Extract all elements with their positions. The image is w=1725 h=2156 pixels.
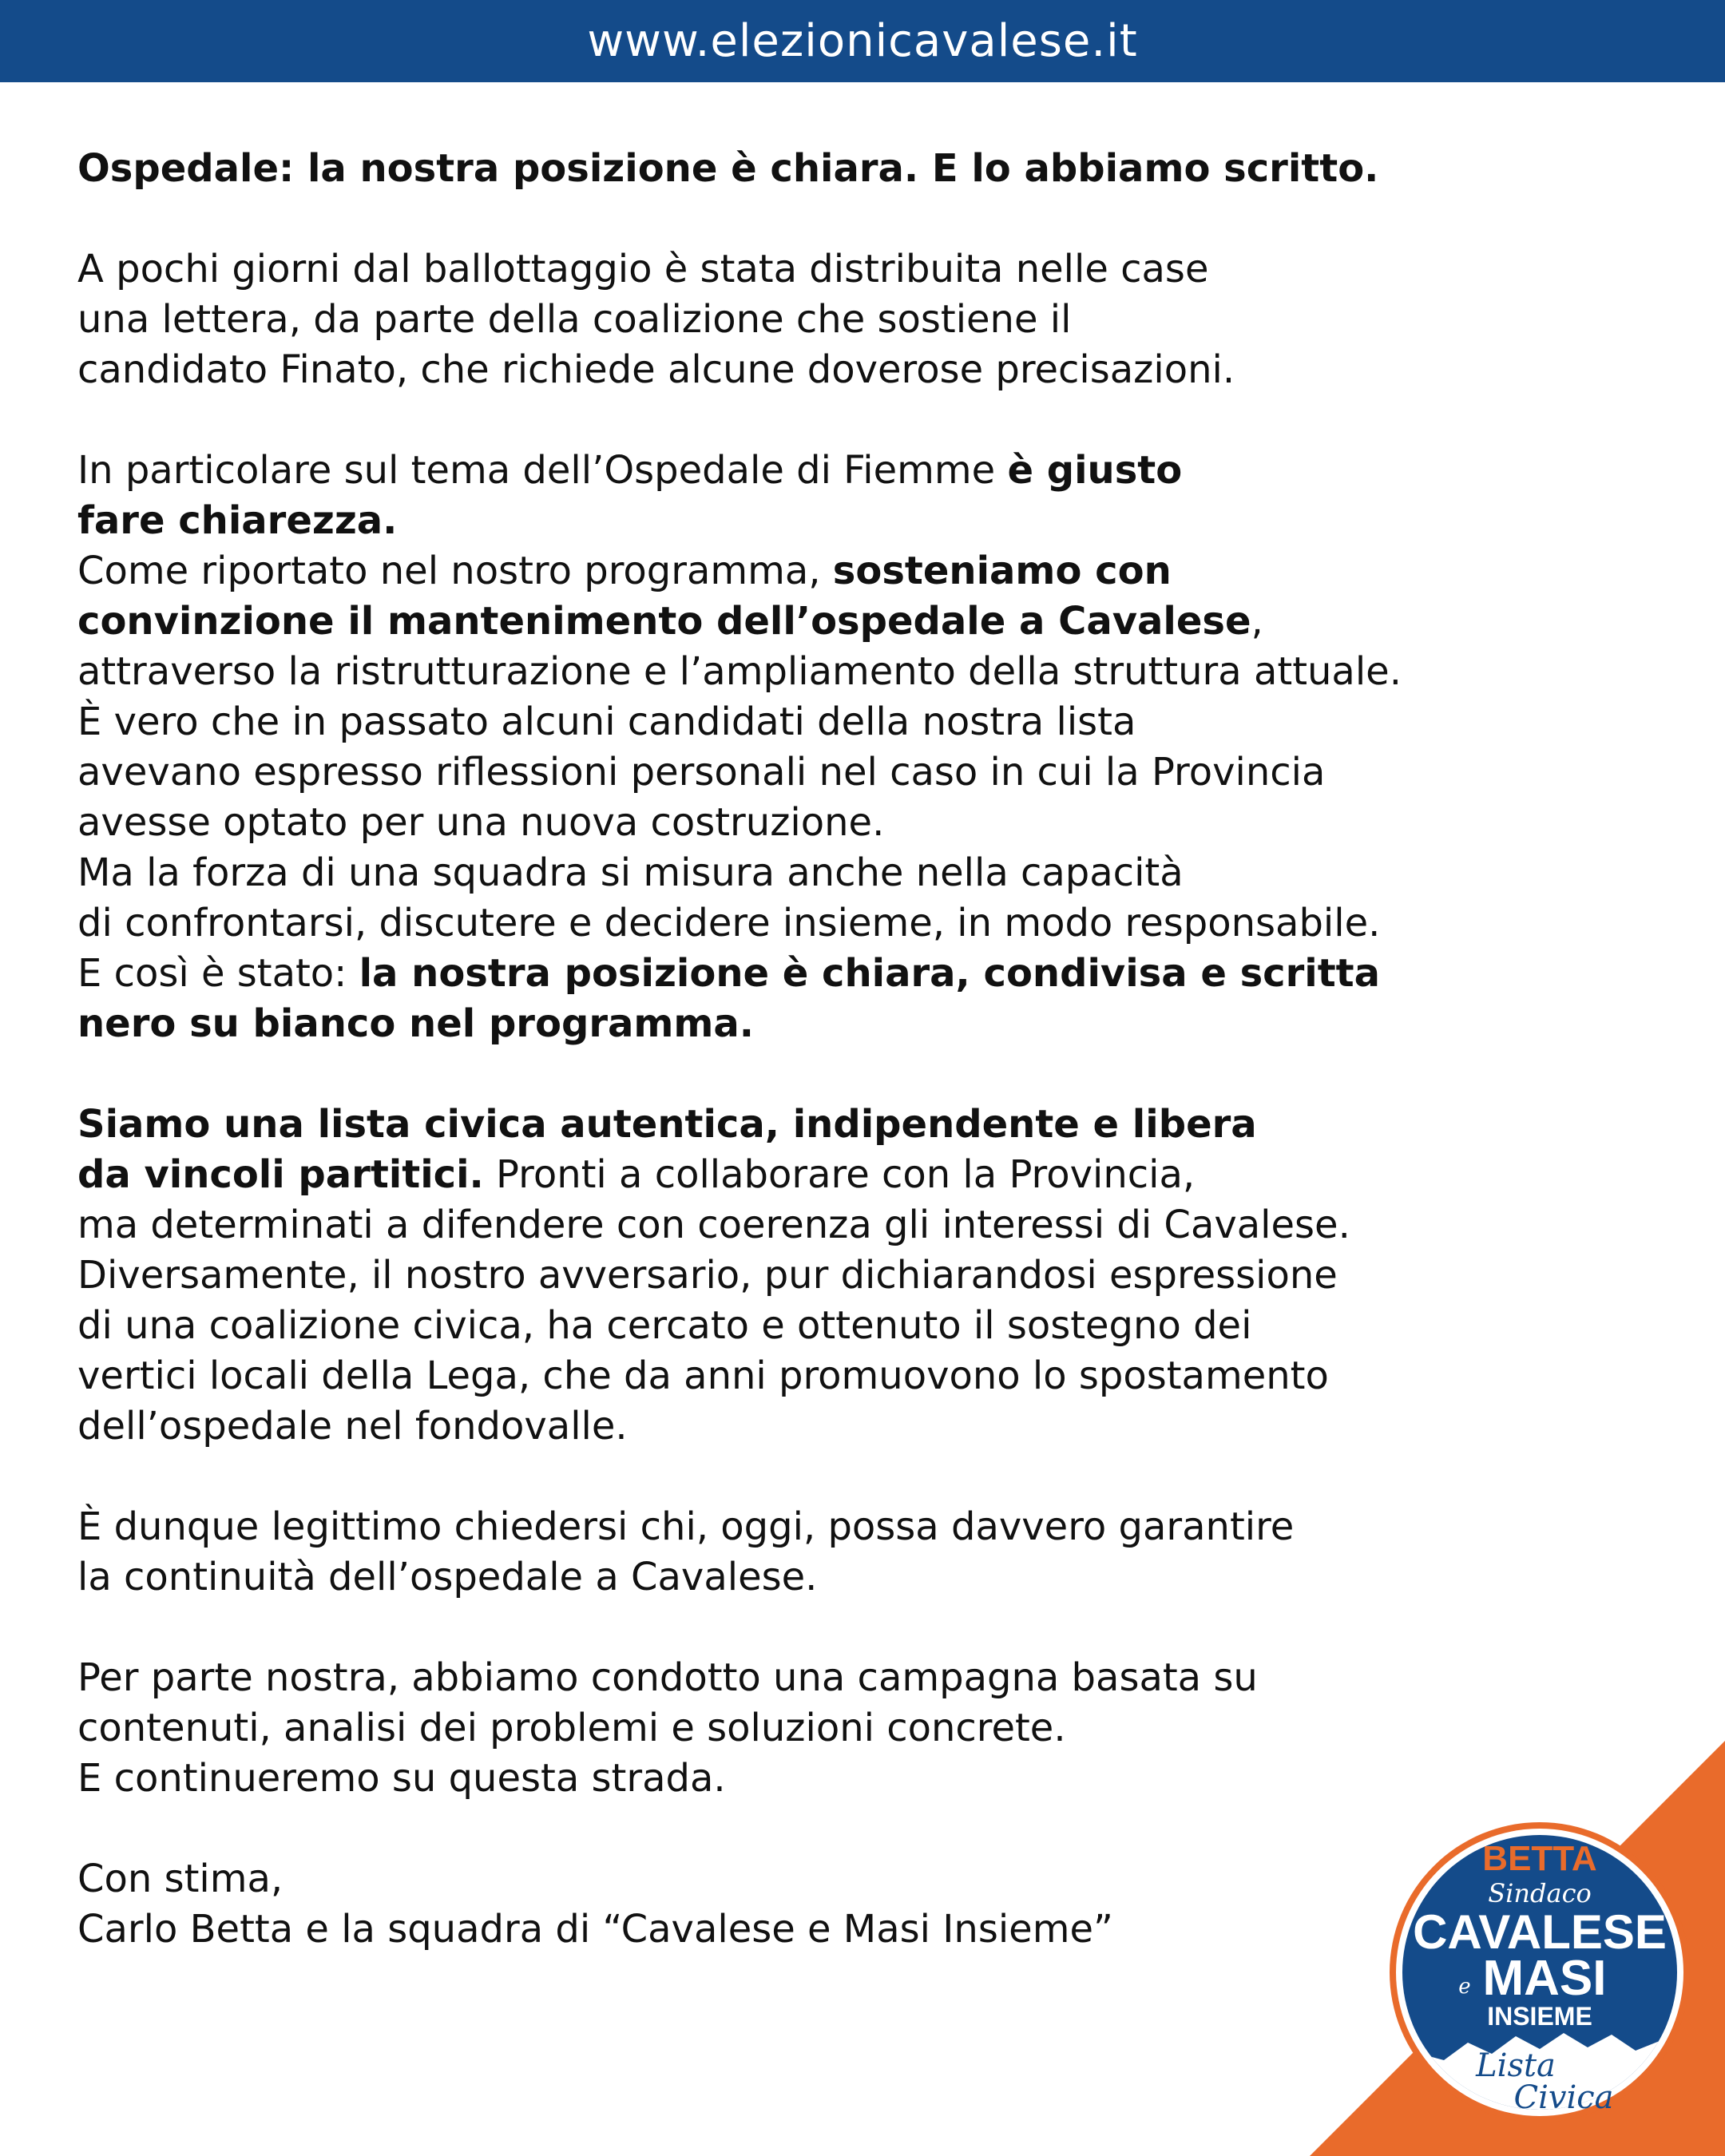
logo-masi-text: MASI (1482, 1951, 1607, 2006)
text-line: attraverso la ristrutturazione e l’ampliamento della struttura attuale. (77, 649, 1402, 694)
logo-betta-text: BETTA (1482, 1839, 1597, 1878)
text-line: E continueremo su questa strada. (77, 1756, 726, 1801)
logo-e-text: e (1458, 1975, 1471, 1999)
text-line: Come riportato nel nostro programma, sosteniamo con (77, 549, 1172, 593)
text-line: di una coalizione civica, ha cercato e ottenuto il sostegno dei (77, 1303, 1252, 1348)
text-line: avevano espresso riflessioni personali nel caso in cui la Provincia (77, 750, 1326, 795)
text-line: una lettera, da parte della coalizione che sostiene il (77, 297, 1072, 342)
website-url[interactable]: www.elezionicavalese.it (587, 15, 1138, 67)
text-line: E così è stato: la nostra posizione è chiara, condivisa e scritta (77, 951, 1381, 996)
text-line: Ma la forza di una squadra si misura anche nella capacità (77, 850, 1184, 895)
paragraph-gap (77, 1049, 1667, 1100)
text-line: Siamo una lista civica autentica, indipendente e libera (77, 1102, 1257, 1147)
paragraph-gap (77, 1452, 1667, 1502)
logo-sindaco-text: Sindaco (1488, 1878, 1592, 1908)
text-line: ma determinati a difendere con coerenza gli interessi di Cavalese. (77, 1203, 1350, 1247)
text-line: dell’ospedale nel fondovalle. (77, 1404, 628, 1449)
text-line: È dunque legittimo chiedersi chi, oggi, possa davvero garantire (77, 1504, 1295, 1549)
logo-cavalese-text: CAVALESE (1413, 1905, 1667, 1959)
text-line: È vero che in passato alcuni candidati della nostra lista (77, 700, 1136, 744)
text-line: In particolare sul tema dell’Ospedale di Fiemme è giusto (77, 448, 1183, 493)
text-line: la continuità dell’ospedale a Cavalese. (77, 1555, 818, 1599)
text-line: di confrontarsi, discutere e decidere insieme, in modo responsabile. (77, 901, 1381, 945)
signature: Carlo Betta e la squadra di “Cavalese e Masi Insieme” (77, 1907, 1113, 1952)
campaign-logo (1388, 1821, 1691, 2124)
logo-civica-text: Civica (1513, 2079, 1614, 2116)
logo-insieme-text: INSIEME (1487, 2002, 1592, 2031)
text-line: fare chiarezza. (77, 498, 398, 543)
closing: Con stima, (77, 1857, 284, 1901)
text-line: Per parte nostra, abbiamo condotto una campagna basata su (77, 1655, 1258, 1700)
header-bar (0, 0, 1725, 82)
text-line: A pochi giorni dal ballottaggio è stata distribuita nelle case (77, 247, 1209, 291)
text-line: vertici locali della Lega, che da anni promuovono lo spostamento (77, 1353, 1329, 1398)
text-line: contenuti, analisi dei problemi e soluzioni concrete. (77, 1706, 1066, 1750)
text-line: convinzione il mantenimento dell’ospedale a Cavalese, (77, 599, 1263, 644)
letter-title: Ospedale: la nostra posizione è chiara. E lo abbiamo scritto. (77, 146, 1379, 191)
text-line: nero su bianco nel programma. (77, 1001, 755, 1046)
text-line: candidato Finato, che richiede alcune doverose precisazioni. (77, 347, 1235, 392)
text-line: Diversamente, il nostro avversario, pur dichiarandosi espressione (77, 1253, 1338, 1298)
text-line: avesse optato per una nuova costruzione. (77, 800, 885, 845)
letter-body (77, 144, 1667, 1955)
paragraph-gap (77, 395, 1667, 446)
paragraph-gap (77, 1603, 1667, 1653)
logo-lista-text: Lista (1476, 2047, 1556, 2084)
text-line: da vincoli partitici. Pronti a collaborare con la Provincia, (77, 1152, 1196, 1197)
